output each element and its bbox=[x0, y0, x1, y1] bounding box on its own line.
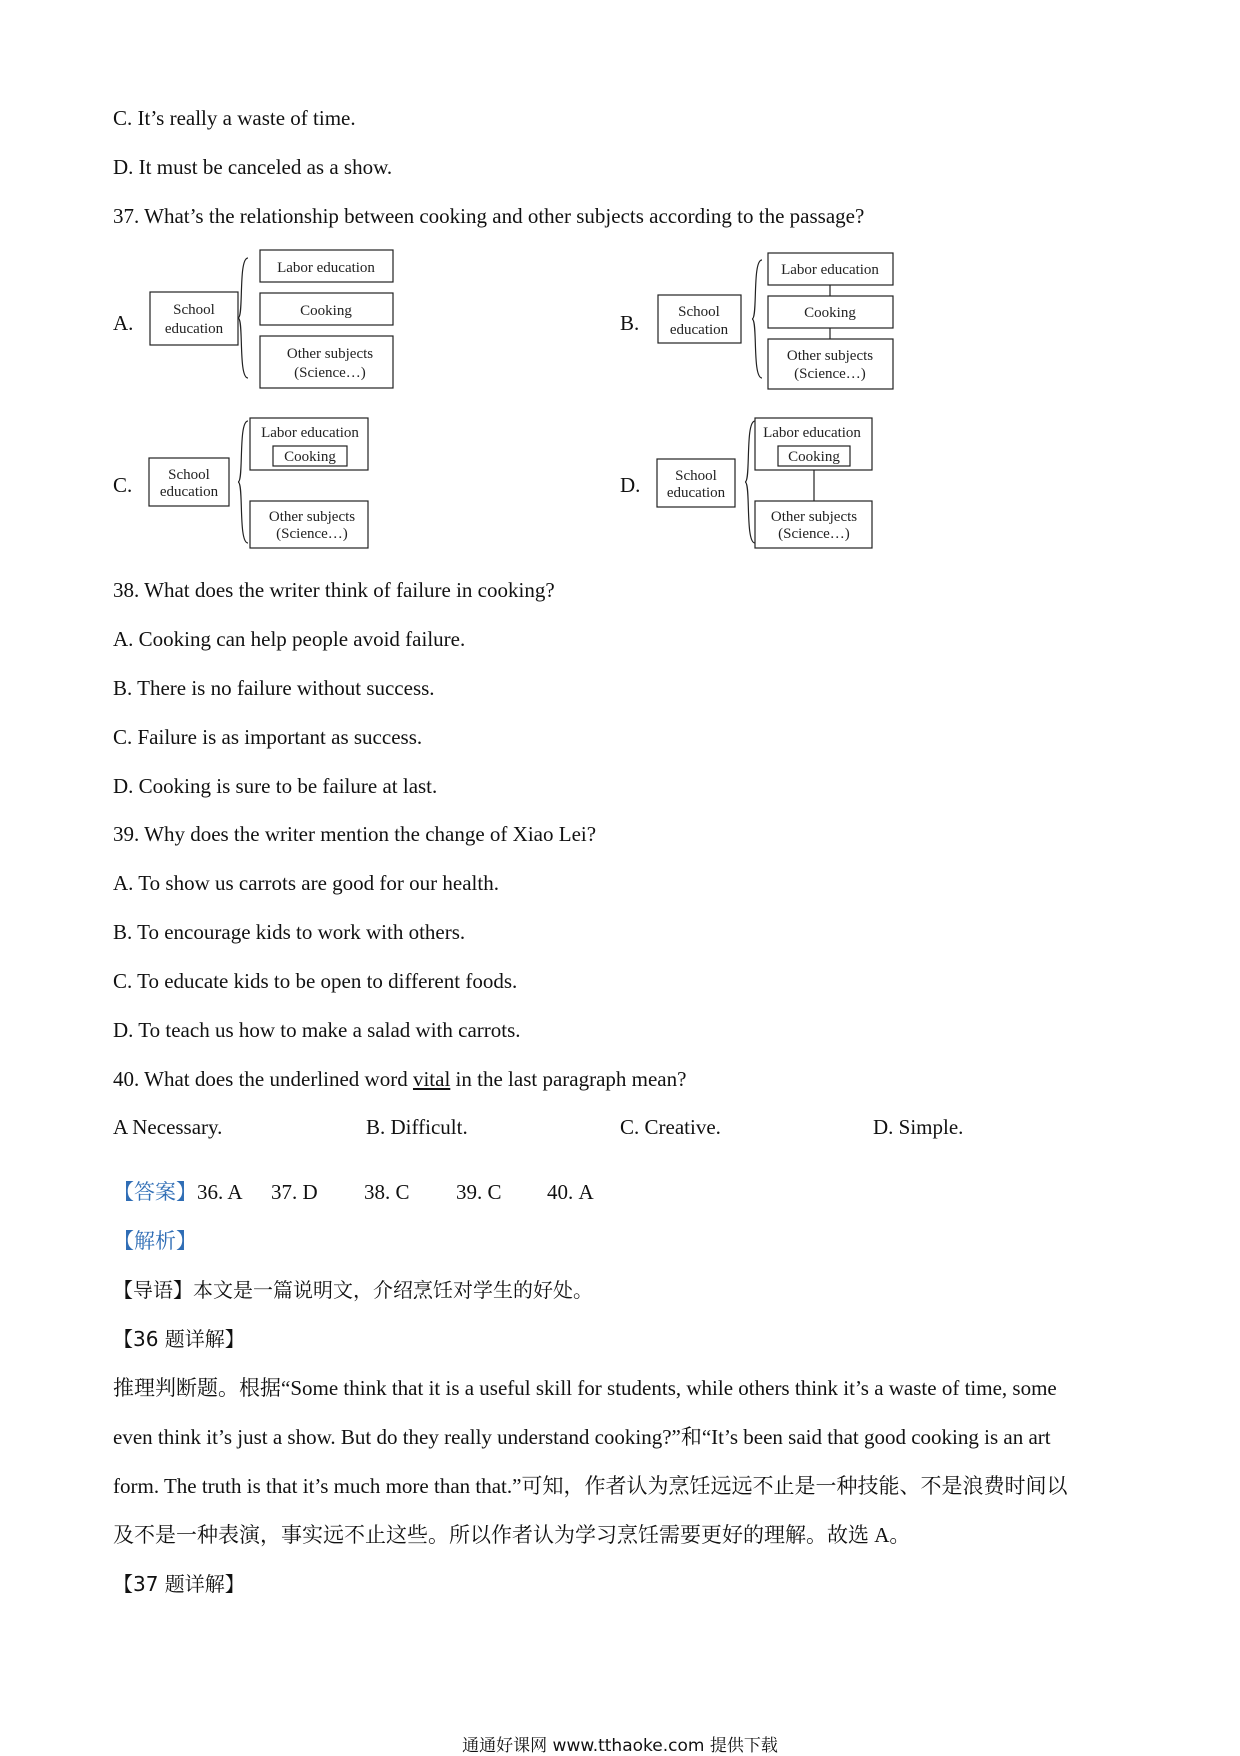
q40-option-d: D. Simple. bbox=[873, 1115, 964, 1139]
diagram-d-school-line1: School bbox=[675, 468, 717, 484]
q39-option-d: D. To teach us how to make a salad with carrots. bbox=[113, 1018, 521, 1042]
q38-question: 38. What does the writer think of failure in cooking? bbox=[113, 578, 555, 602]
diagram-c-school-line2: education bbox=[159, 484, 219, 500]
q37-option-a-letter: A. bbox=[113, 311, 134, 335]
q36-option-d: D. It must be canceled as a show. bbox=[113, 155, 393, 179]
q39-option-a: A. To show us carrots are good for our health. bbox=[113, 871, 499, 895]
diagram-c-other-line1: Other subjects bbox=[268, 509, 356, 525]
q39-question: 39. Why does the writer mention the change of Xiao Lei? bbox=[113, 822, 597, 846]
answer-item: 38. C bbox=[364, 1180, 410, 1204]
answer-label: 【答案】 bbox=[113, 1180, 197, 1204]
page-footer: 通通好课网 www.tthaoke.com 提供下载 bbox=[462, 1736, 778, 1756]
q36-option-c: C. It’s really a waste of time. bbox=[113, 106, 356, 130]
q39-option-c: C. To educate kids to be open to different foods. bbox=[113, 969, 518, 993]
q39-option-b: B. To encourage kids to work with others. bbox=[113, 920, 466, 944]
answer-item: 37. D bbox=[271, 1180, 318, 1204]
q40-option-a: A Necessary. bbox=[113, 1115, 223, 1139]
diagram-d-other-line1: Other subjects bbox=[770, 509, 858, 525]
q38-option-b: B. There is no failure without success. bbox=[113, 676, 435, 700]
diagram-a-cooking: Cooking bbox=[300, 303, 352, 319]
q37-option-d-letter: D. bbox=[620, 473, 641, 497]
diagram-b bbox=[648, 248, 918, 398]
q40-option-b: B. Difficult. bbox=[366, 1115, 468, 1139]
diagram-b-school-line1: School bbox=[678, 304, 720, 320]
diagram-a-school-line2: education bbox=[164, 321, 224, 337]
analysis-intro: 【导语】本文是一篇说明文，介绍烹饪对学生的好处。 bbox=[113, 1278, 593, 1302]
analysis-label: 【解析】 bbox=[113, 1229, 197, 1253]
diagram-c bbox=[140, 413, 380, 553]
q37-option-c-letter: C. bbox=[113, 473, 133, 497]
diagram-a-other-line2: (Science…) bbox=[294, 365, 366, 381]
diagram-c-labor: Labor education bbox=[261, 425, 359, 441]
answer-line bbox=[113, 1180, 594, 1204]
diagram-d-labor: Labor education bbox=[763, 425, 861, 441]
diagram-c-other-line2: (Science…) bbox=[276, 526, 348, 542]
diagram-a-other-line1: Other subjects bbox=[286, 346, 374, 362]
diagram-a-labor: Labor education bbox=[277, 260, 375, 276]
analysis-heading-37: 【37 题详解】 bbox=[113, 1572, 245, 1596]
analysis-paragraph-line: form. The truth is that it’s much more than that.”可知，作者认为烹饪远远不止是一种技能、不是浪费时间以 bbox=[113, 1474, 1068, 1498]
diagram-c-cooking: Cooking bbox=[284, 449, 336, 465]
diagram-b-other-line2: (Science…) bbox=[794, 366, 866, 382]
q38-option-c: C. Failure is as important as success. bbox=[113, 725, 423, 749]
diagram-d-other-line2: (Science…) bbox=[778, 526, 850, 542]
q38-option-a: A. Cooking can help people avoid failure. bbox=[113, 627, 466, 651]
q38-option-d: D. Cooking is sure to be failure at last. bbox=[113, 774, 438, 798]
answer-item: 39. C bbox=[456, 1180, 502, 1204]
analysis-paragraph-line: 及不是一种表演，事实远不止这些。所以作者认为学习烹饪需要更好的理解。故选 A。 bbox=[113, 1523, 911, 1547]
diagram-b-school-line2: education bbox=[669, 322, 729, 338]
analysis-paragraph-line: 推理判断题。根据“Some think that it is a useful skill for students, while others think it’s a waste of time, some bbox=[113, 1376, 1057, 1400]
q40-underlined-word: vital bbox=[412, 1067, 451, 1091]
analysis-heading-36: 【36 题详解】 bbox=[113, 1327, 245, 1351]
q40-option-c: C. Creative. bbox=[620, 1115, 721, 1139]
answer-item: 36. A bbox=[197, 1180, 243, 1204]
diagram-b-cooking: Cooking bbox=[804, 305, 856, 321]
analysis-paragraph-line: even think it’s just a show. But do they really understand cooking?”和“It’s been said that good cooking is an art bbox=[113, 1425, 1051, 1449]
diagram-a-school-line1: School bbox=[173, 302, 215, 318]
q40-question: 40. What does the underlined word vital in the last paragraph mean? bbox=[113, 1067, 687, 1091]
diagram-d-school-line2: education bbox=[666, 485, 726, 501]
diagram-a bbox=[140, 245, 410, 395]
diagram-b-other-line1: Other subjects bbox=[786, 348, 874, 364]
diagram-b-labor: Labor education bbox=[781, 262, 879, 278]
diagram-d-cooking: Cooking bbox=[788, 449, 840, 465]
q37-option-b-letter: B. bbox=[620, 311, 640, 335]
q37-question: 37. What’s the relationship between cooking and other subjects according to the passage? bbox=[113, 204, 865, 228]
diagram-c-school-line1: School bbox=[168, 467, 210, 483]
diagram-d bbox=[648, 413, 888, 553]
answer-item: 40. A bbox=[547, 1180, 594, 1204]
